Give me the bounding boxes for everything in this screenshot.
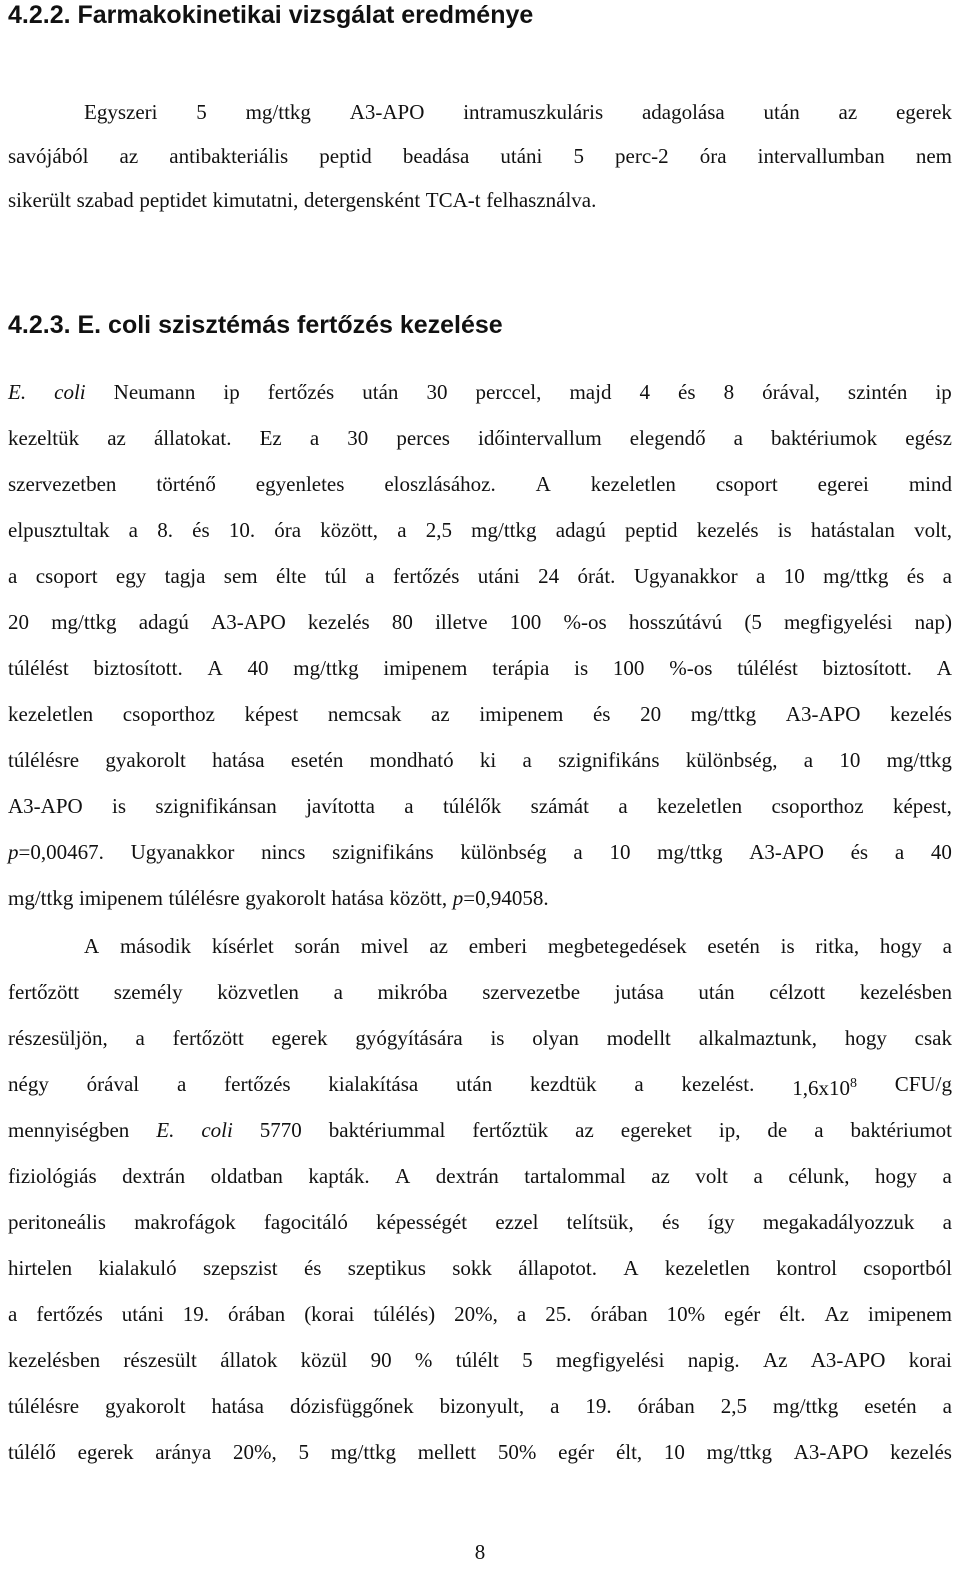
text-line: a fertőzés utáni 19. órában (korai túlélés) 20%, a 25. órában 10% egér élt. Az imipenem (8, 1302, 952, 1326)
text-line: túlélést biztosított. A 40 mg/ttkg imipenem terápia is 100 %-os túlélést biztosított. A (8, 656, 952, 680)
text-line: négy órával a fertőzés kialakítása után kezdtük a kezelést. $1,6x10^8$ CFU/g (8, 1072, 952, 1100)
text-line: p=0,00467. Ugyanakkor nincs szignifikáns különbség a 10 mg/ttkg A3-APO és a 40 (8, 840, 952, 864)
text-line: szervezetben történő egyenletes eloszlásához. A kezeletlen csoport egerei mind (8, 472, 952, 496)
text-line: túlélő egerek aránya 20%, 5 mg/ttkg mellett 50% egér élt, 10 mg/ttkg A3-APO kezelés (8, 1440, 952, 1464)
text-line: A második kísérlet során mivel az emberi megbetegedések esetén is ritka, hogy a (84, 934, 952, 958)
text-line: sikerült szabad peptidet kimutatni, detergensként TCA-t felhasználva. (8, 188, 597, 212)
section-heading-4-2-3: 4.2.3. E. coli szisztémás fertőzés kezelése (8, 311, 503, 339)
text-line: túlélésre gyakorolt hatása esetén mondható ki a szignifikáns különbség, a 10 mg/ttkg (8, 748, 952, 772)
text-line: savójából az antibakteriális peptid beadása utáni 5 perc-2 óra intervallumban nem (8, 144, 952, 168)
text-line: E. coli Neumann ip fertőzés után 30 perccel, majd 4 és 8 órával, szintén ip (8, 380, 952, 404)
paragraph-ecoli-treatment (8, 377, 952, 929)
text-line: részesüljön, a fertőzött egerek gyógyítására is olyan modellt alkalmaztunk, hogy csak (8, 1026, 952, 1050)
page-number: 8 (474, 1540, 486, 1564)
text-line: Egyszeri 5 mg/ttkg A3-APO intramuszkuláris adagolása után az egerek (84, 100, 952, 124)
text-line: elpusztultak a 8. és 10. óra között, a 2,5 mg/ttkg adagú peptid kezelés is hatástalan volt, (8, 518, 952, 542)
text-line: mennyiségben E. coli 5770 baktériummal fertőztük az egereket ip, de a baktériumot (8, 1118, 952, 1142)
text-line: a csoport egy tagja sem élte túl a fertőzés utáni 24 órát. Ugyanakkor a 10 mg/ttkg és a (8, 564, 952, 588)
text-line: túlélésre gyakorolt hatása dózisfüggőnek bizonyult, a 19. órában 2,5 mg/ttkg esetén a (8, 1394, 952, 1418)
text-line: A3-APO is szignifikánsan javította a túlélők számát a kezeletlen csoporthoz képest, (8, 794, 952, 818)
text-line: mg/ttkg imipenem túlélésre gyakorolt hatása között, p=0,94058. (8, 886, 549, 910)
text-line: 20 mg/ttkg adagú A3-APO kezelés 80 illetve 100 %-os hosszútávú (5 megfigyelési nap) (8, 610, 952, 634)
text-line: fiziológiás dextrán oldatban kapták. A dextrán tartalommal az volt a célunk, hogy a (8, 1164, 952, 1188)
section-heading-4-2-2: 4.2.2. Farmakokinetikai vizsgálat eredménye (8, 1, 534, 29)
paragraph-pharmacokinetics (8, 97, 952, 229)
text-line: kezelésben részesült állatok közül 90 % túlélt 5 megfigyelési napig. Az A3-APO korai (8, 1348, 952, 1372)
text-line: peritoneális makrofágok fagocitáló képességét ezzel telítsük, és így megakadályozzuk a (8, 1210, 952, 1234)
text-line: hirtelen kialakuló szepszist és szeptikus sokk állapotot. A kezeletlen kontrol csoportból (8, 1256, 952, 1280)
text-line: kezeletlen csoporthoz képest nemcsak az imipenem és 20 mg/ttkg A3-APO kezelés (8, 702, 952, 726)
text-line: fertőzött személy közvetlen a mikróba szervezetbe jutása után célzott kezelésben (8, 980, 952, 1004)
paragraph-second-experiment (8, 931, 952, 1483)
text-line: kezeltük az állatokat. Ez a 30 perces időintervallum elegendő a baktériumok egész (8, 426, 952, 450)
